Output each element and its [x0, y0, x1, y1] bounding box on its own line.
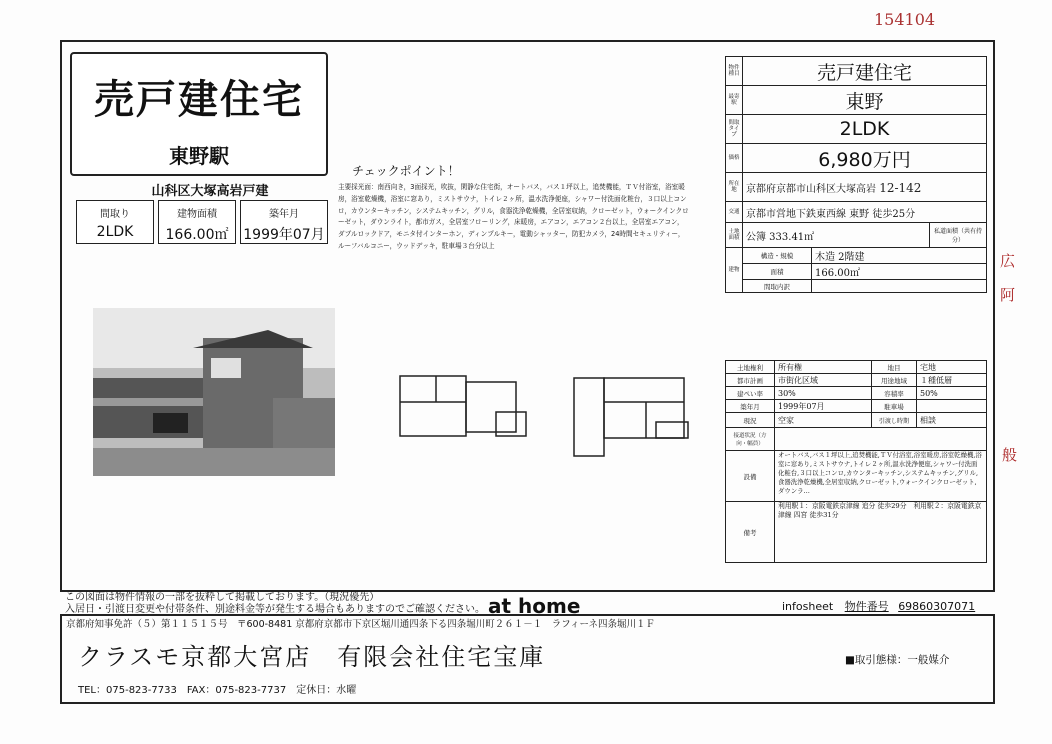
price: 6,980万円	[743, 144, 987, 173]
license-line: 京都府知事免許（５）第１１５１５号 〒600-8481 京都府京都市下京区堀川通四条下る四条堀川町２６１－１ ラフィーネ四条堀川１Ｆ	[66, 619, 656, 630]
traffic: 京都市営地下鉄東西線 東野 徒歩25分	[743, 202, 987, 223]
spec-label: 築年月	[269, 209, 299, 220]
floor-plan	[396, 372, 696, 460]
title-box	[70, 52, 328, 176]
bcr: 30%	[775, 387, 872, 400]
label-type: 物件種目	[726, 57, 743, 86]
title-station: 東野駅	[169, 144, 229, 168]
zone-label: 用途地域	[872, 374, 917, 387]
city-label: 都市計画	[726, 374, 775, 387]
disclaimer-line-1: この図面は物件情報の一部を抜粋して掲載しております。（現況優先）	[65, 592, 380, 603]
spec-value: 1999年07月	[243, 227, 325, 243]
detail-table	[725, 360, 987, 563]
house-photo	[93, 308, 335, 476]
handwritten-note-2: 阿	[1000, 286, 1016, 304]
house-photo-drawing	[93, 308, 335, 476]
property-table	[725, 56, 987, 293]
status-label: 現況	[726, 413, 775, 428]
building-area: 166.00㎡	[812, 264, 987, 280]
handwritten-note-1: 広	[1000, 252, 1016, 270]
parking-label: 駐車場	[872, 400, 917, 413]
plan-label: 間取内訳	[743, 280, 812, 293]
zone: １種低層	[917, 374, 987, 387]
spec-value: 166.00㎡	[165, 227, 229, 243]
label-traffic: 交通	[726, 202, 743, 223]
location-text: 京都府京都市山科区大塚高岩	[746, 183, 876, 195]
label-layout: 間取タイプ	[726, 115, 743, 144]
title-main: 売戸建住宅	[94, 77, 304, 123]
property-type: 売戸建住宅	[743, 57, 987, 86]
contact-line: TEL：075-823-7733 FAX：075-823-7737 定休日：水曜	[78, 685, 357, 696]
handwritten-lot: 12-142	[879, 180, 922, 195]
remarks-label: 備考	[726, 502, 775, 563]
equipment: オートバス,バス１坪以上,追焚機能,ＴＶ付浴室,浴室暖房,浴室乾燥機,浴室に窓あり,ミストサウナ,トイレ２ヶ所,温水洗浄便座,シャワー付洗面化粧台,３口以上コンロ,カウンターキッチン,システムキッチン,グリル,食器洗浄乾燥機,全居室収納,クローゼット,ウォークインクローゼット,ダウンラ…	[775, 451, 987, 502]
label-station: 最寄駅	[726, 86, 743, 115]
property-number: 69860307071	[898, 600, 976, 613]
athome-logo: at home	[488, 594, 581, 618]
remarks: 利用駅１：京阪電鉄京津線 追分 徒歩29分 利用駅２：京阪電鉄京津線 四宮 徒歩31分	[775, 502, 987, 563]
rights: 所有権	[775, 361, 872, 374]
spec-value: 2LDK	[96, 224, 134, 240]
category-label: 地目	[872, 361, 917, 374]
floor-plan-drawing	[396, 372, 696, 460]
disclaimer-line-2: 入居日・引渡日変更や付帯条件、別途料金等が発生する場合もありますのでご確認ください。	[65, 604, 485, 615]
status: 空家	[775, 413, 872, 428]
rights-label: 土地権利	[726, 361, 775, 374]
address-line: 山科区大塚高岩戸建	[151, 184, 269, 199]
structure-label: 構造・規模	[743, 248, 812, 264]
built-date: 1999年07月	[775, 400, 872, 413]
handwritten-stamp: 154104	[874, 10, 936, 29]
private-road-label: 私道面積（共有持分）	[930, 223, 987, 248]
location	[743, 173, 987, 202]
checkpoint-title: チェックポイント！	[352, 164, 460, 178]
handover-label: 引渡し時期	[872, 413, 917, 428]
land-area: 公簿 333.41㎡	[743, 223, 930, 248]
label-price: 価格	[726, 144, 743, 173]
road	[775, 428, 987, 451]
label-building: 建物	[726, 248, 743, 293]
spec-label: 建物面積	[177, 209, 217, 220]
parking	[917, 400, 987, 413]
nearest-station: 東野	[743, 86, 987, 115]
far-label: 容積率	[872, 387, 917, 400]
label-location: 所在地	[726, 173, 743, 202]
company-name: クラスモ京都大宮店 有限会社住宅宝庫	[78, 643, 546, 671]
structure: 木造 2階建	[812, 248, 987, 264]
infosheet-id	[782, 598, 975, 614]
layout-type: 2LDK	[743, 115, 987, 144]
category: 宅地	[917, 361, 987, 374]
far: 50%	[917, 387, 987, 400]
property-number-label: 物件番号	[844, 600, 889, 613]
spec-built	[240, 200, 328, 244]
equip-label: 設備	[726, 451, 775, 502]
built-label: 築年月	[726, 400, 775, 413]
infosheet-label: infosheet	[782, 600, 834, 613]
road-label: 接道状況（方向・幅員）	[726, 428, 775, 451]
plan-value	[812, 280, 987, 293]
spec-label: 間取り	[100, 209, 130, 220]
area-label: 面積	[743, 264, 812, 280]
handover: 相談	[917, 413, 987, 428]
checkpoint-body: 主要採光面：南西向き，3面採光，吹抜，閑静な住宅街，オートバス，バス１坪以上，追焚機能，ＴＶ付浴室，浴室暖房，浴室乾燥機，浴室に窓あり，ミストサウナ，トイレ２ヶ所，温水洗浄便座，シャワー付洗面化粧台，３口以上コンロ，カウンターキッチン，システムキッチン，グリル，食器洗浄乾燥機，全居室収納，クローゼット，ウォークインクローゼット，ダウンライト，都市ガス，全居室フローリング，床暖房，エアコン，エアコン２台以上，全居室エアコン，ダブルロックドア，モニタ付インターホン，ディンプルキー，電動シャッター，防犯カメラ，24時間セキュリティー，ルーフバルコニー，ウッドデッキ，駐車場３台分以上	[338, 183, 689, 250]
handwritten-note-3: 般	[1002, 446, 1018, 464]
city-plan: 市街化区域	[775, 374, 872, 387]
disclaimer	[65, 592, 485, 616]
spec-area	[158, 200, 236, 244]
spec-layout	[76, 200, 154, 244]
label-land: 土地面積	[726, 223, 743, 248]
transaction-type: ■取引態様：一般媒介	[845, 654, 950, 666]
bcr-label: 建ぺい率	[726, 387, 775, 400]
